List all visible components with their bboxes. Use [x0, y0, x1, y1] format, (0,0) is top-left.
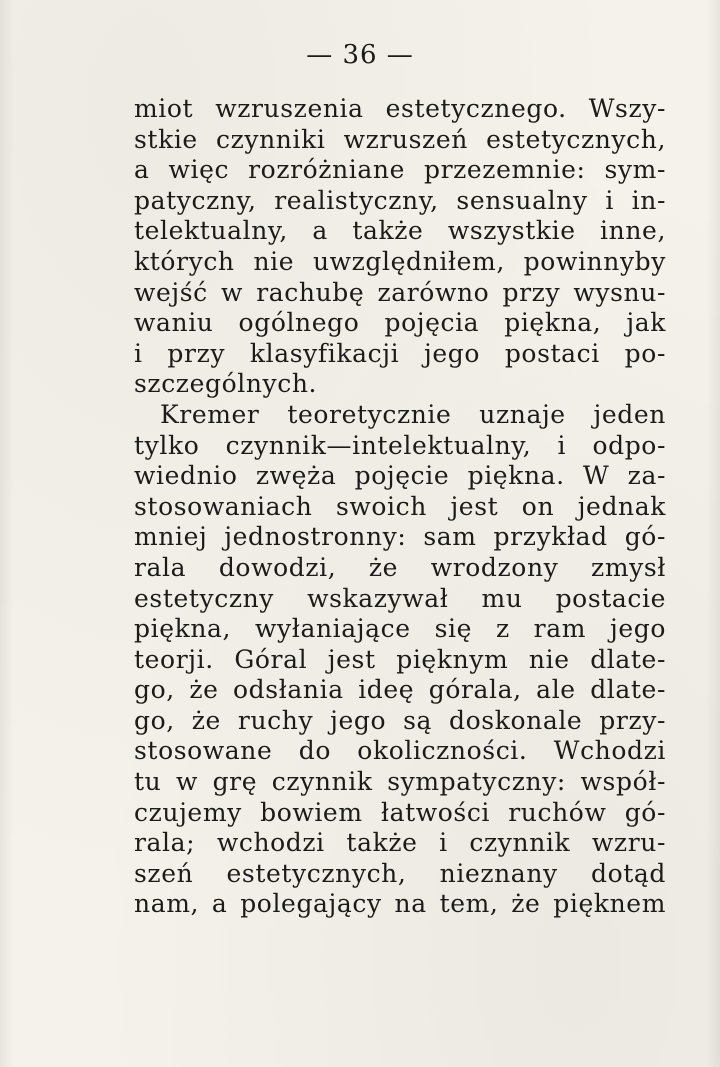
page-left-shadow [0, 0, 14, 1067]
text-line: telektualny, a także wszystkie inne, [134, 216, 666, 246]
text-line: szeń estetycznych, nieznany dotąd [134, 858, 666, 888]
text-line: czujemy bowiem łatwości ruchów gó- [134, 797, 666, 827]
body-text [134, 94, 666, 920]
text-line: stkie czynniki wzruszeń estetycznych, [134, 124, 666, 154]
text-line: teorji. Góral jest pięknym nie dlate- [134, 644, 666, 674]
text-line: i przy klasyfikacji jego postaci po- [134, 338, 666, 368]
text-line: rala; wchodzi także i czynnik wzru- [134, 828, 666, 858]
text-line: miot wzruszenia estetycznego. Wszy- [134, 94, 666, 123]
text-line: stosowane do okoliczności. Wchodzi [134, 736, 666, 766]
text-line: waniu ogólnego pojęcia piękna, jak [134, 308, 666, 338]
text-line: nam, a polegający na tem, że pięknem [134, 889, 666, 919]
text-line: wiednio zwęża pojęcie piękna. W za- [134, 461, 666, 491]
text-line: go, że ruchy jego są doskonale przy- [134, 705, 666, 735]
text-line: mniej jednostronny: sam przykład gó- [134, 522, 666, 552]
page-right-shadow [706, 0, 720, 1067]
text-line: rala dowodzi, że wrodzony zmysł [134, 552, 666, 582]
paragraph-first-line: Kremer teoretycznie uznaje jeden [160, 399, 666, 429]
text-line: estetyczny wskazywał mu postacie [134, 583, 666, 613]
text-line: których nie uwzględniłem, powinnyby [134, 246, 666, 276]
text-line: a więc rozróżniane przezemnie: sym- [134, 155, 666, 185]
text-line: piękna, wyłaniające się z ram jego [134, 614, 666, 644]
paragraph-last-line: szczególnych. [134, 369, 318, 399]
text-line: tylko czynnik—intelektualny, i odpo- [134, 430, 666, 460]
text-line: stosowaniach swoich jest on jednak [134, 491, 666, 521]
text-line: go, że odsłania ideę górala, ale dlate- [134, 675, 666, 705]
text-line: wejść w rachubę zarówno przy wysnu- [134, 277, 666, 307]
text-line: tu w grę czynnik sympatyczny: współ- [134, 767, 666, 797]
text-line: patyczny, realistyczny, sensualny i in- [134, 185, 666, 215]
page-number: — 36 — [306, 40, 414, 70]
